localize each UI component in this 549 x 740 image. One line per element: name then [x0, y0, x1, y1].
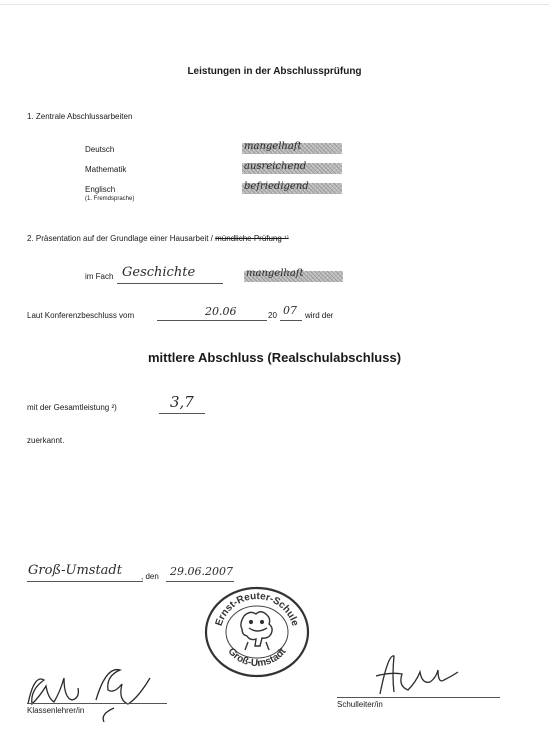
principal-signature-line — [337, 697, 500, 698]
grade-deutsch: mangelhaft — [244, 141, 302, 152]
subject-mathematik: Mathematik — [85, 165, 127, 174]
place-date: 29.06.2007 — [170, 565, 233, 578]
konferenz-year-prefix: 20 — [268, 311, 277, 320]
section2-heading: 2. Präsentation auf der Grundlage einer Hausarbeit / — [27, 234, 213, 243]
konferenz-suffix: wird der — [305, 311, 334, 320]
teacher-label: Klassenlehrer/in — [27, 706, 85, 715]
seal-top-text: Ernst-Reuter-Schule — [213, 590, 301, 628]
subject-deutsch: Deutsch — [85, 145, 115, 154]
date-underline — [166, 581, 234, 582]
konferenz-date: 20.06 — [205, 305, 237, 318]
grade-englisch: befriedigend — [244, 181, 309, 192]
principal-label: Schulleiter/in — [337, 700, 383, 709]
fach-value: Geschichte — [122, 265, 196, 280]
place-den: , den — [141, 572, 159, 581]
school-seal-stamp — [204, 586, 310, 678]
seal-bottom-text: Groß-Umstadt — [225, 646, 289, 670]
principal-signature — [370, 650, 480, 702]
konferenz-year-line — [280, 320, 302, 321]
section2-struck-text: mündliche Prüfung ¹⁾ — [215, 234, 289, 243]
gesamt-underline — [159, 413, 205, 414]
section2-heading-row — [27, 234, 289, 243]
place-value: Groß-Umstadt — [28, 563, 122, 578]
subject-englisch: Englisch — [85, 185, 116, 194]
page-title: Leistungen in der Abschlussprüfung — [187, 66, 362, 77]
zuerkannt-text: zuerkannt. — [27, 436, 65, 445]
konferenz-date-line — [157, 320, 267, 321]
englisch-note: (1. Fremdsprache) — [85, 196, 135, 202]
grade-mathematik: ausreichend — [244, 161, 307, 172]
fach-underline — [117, 283, 223, 284]
lion-emblem-icon — [241, 612, 272, 650]
konferenz-year: 07 — [283, 304, 297, 317]
konferenz-prefix: Laut Konferenzbeschluss vom — [27, 311, 135, 320]
top-border — [0, 4, 549, 5]
teacher-signature-line — [27, 703, 167, 704]
fach-grade: mangelhaft — [246, 268, 304, 279]
place-underline — [27, 581, 143, 582]
gesamt-label: mit der Gesamtleistung ²) — [27, 403, 117, 412]
fach-label: im Fach — [85, 272, 114, 281]
section1-heading: 1. Zentrale Abschlussarbeiten — [27, 112, 133, 121]
gesamt-value: 3,7 — [170, 393, 194, 411]
degree-title: mittlere Abschluss (Realschulabschluss) — [147, 350, 402, 365]
